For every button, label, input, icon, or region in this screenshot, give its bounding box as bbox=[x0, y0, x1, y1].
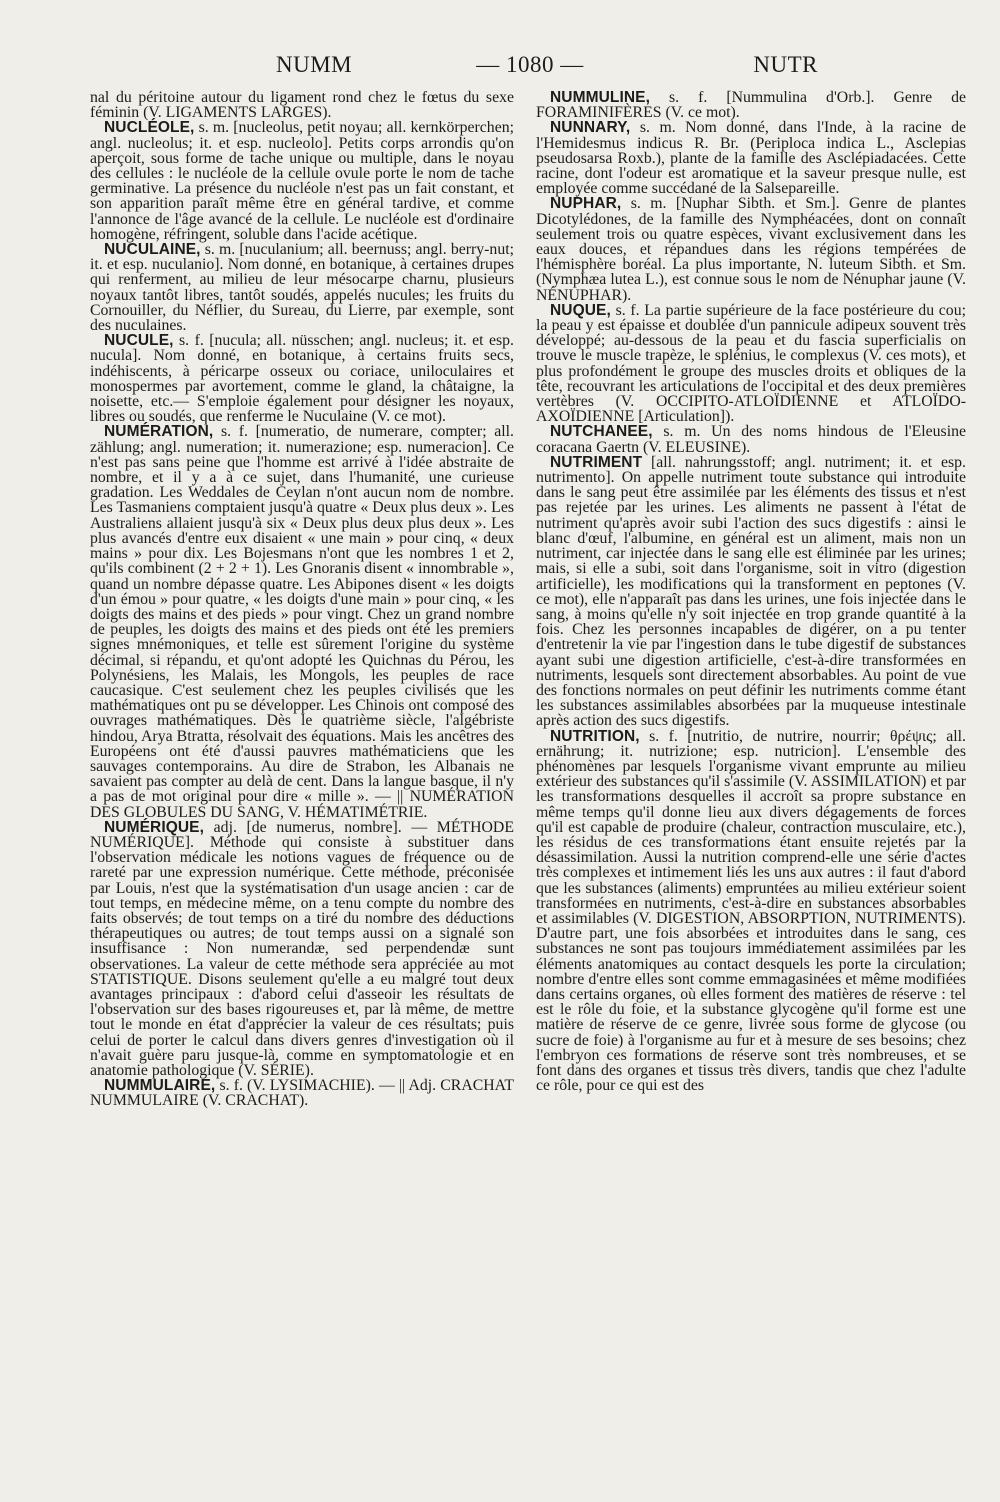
entry-headword: NUTRITION, bbox=[550, 727, 640, 745]
dictionary-entry bbox=[90, 333, 514, 424]
entry-text: s. m. [nuculanium; all. beernuss; angl. berry-nut; it. et esp. nuculanio]. Nom donné, en botanique, à certaines drupes qui renferment, au milieu de leur mésocarpe charnu, plusieurs noyaux tantôt libres, tantôt soudés, appelés nucules; les fruits du Cornouiller, du Néflier, du Sureau, du Lierre, par exemple, sont des nuculaines. bbox=[90, 241, 514, 335]
dictionary-entry bbox=[90, 242, 514, 333]
entry-headword: NUMMULINE, bbox=[550, 89, 651, 106]
entry-text: s. f. [nutritio, de nutrire, nourrir; θρέψις; all. ernährung; it. nutrizione; esp. nutricion]. L'ensemble des phénomènes par lesquels l'organisme vivant emprunte au milieu extérieur des substances qu'il s'assimile (V. ASSIMILATION) et par les transformations desquelles il accroît sa propre substance en même temps qu'il donne lieu aux divers dégagements de forces qu'il est capable de produire (chaleur, contraction musculaire, etc.), les résidus de ces transformations étant ensuite rejetés par la désassimilation. Aussi la nutrition comprend-elle une série d'actes très complexes et intimement liés les uns aux autres : il faut d'abord que les substances (aliments) empruntées au milieu extérieur soient transformées en nutriments, c'est-à-dire en substances absorbables et assimilables (V. DIGESTION, ABSORPTION, NUTRIMENTS). D'autre part, une fois absorbées et introduites dans le sang, ces substances ne sont pas toujours immédiatement assimilées par les éléments anatomiques au contact desquels les porte la circulation; nombre d'entre elles sont comme emmagasinées et même modifiées dans certains organes, où elles forment des matières de réserve : tel est le rôle du foie, et la substance glycogène qu'il forme est une matière de réserve de ce genre, livrée sous forme de glycose (ou sucre de foie) à l'organisme au fur et à mesure de ses besoins; chez l'embryon ces formations de réserve sont très nombreuses, et se font dans des organes et tissus très divers, tandis que chez l'adulte ce rôle, pour ce qui est des bbox=[536, 727, 966, 1095]
entry-headword: NUMÉRIQUE, bbox=[104, 818, 205, 836]
running-header bbox=[90, 42, 970, 88]
dictionary-entry bbox=[90, 424, 514, 819]
dictionary-entry bbox=[536, 424, 966, 454]
entry-text: adj. [de numerus, nombre]. — MÉTHODE NUMÉRIQUE]. Méthode qui consiste à substituer dans l'observation médicale les notions vagues de fréquence ou de rareté par une expression numérique. Cette méthode, préconisée par Louis, n'est que la systématisation d'un usage ancien : car de tout temps, en médecine même, on a tenu compte du nombre des faits observés; de tout temps on a tiré du nombre des déductions thérapeutiques ou autres; de tout temps aussi on a signalé son insuffisance : Non numerandæ, sed perpendendæ sunt observationes. La valeur de cette méthode sera appréciée au mot STATISTIQUE. Disons seulement qu'elle a eu malgré tout deux avantages principaux : d'abord celui d'asseoir les résultats de l'observation sur des bases rigoureuses et, par là même, de mettre tout le monde en état d'apprécier la valeur de ces résultats; puis celui de porter le calcul dans divers genres d'investigation où il n'avait guère paru jusque-là, comme en symptomatologie et en anatomie pathologique (V. SÉRIE). bbox=[90, 818, 514, 1079]
entry-text: nal du péritoine autour du ligament rond chez le fœtus du sexe féminin (V. LIGAMENTS LARGES). bbox=[90, 89, 514, 122]
dictionary-entry bbox=[536, 90, 966, 120]
dictionary-entry bbox=[90, 1078, 514, 1108]
entry-headword: NUMMULAIRE, bbox=[104, 1077, 216, 1095]
entry-headword: NUCLÉOLE, bbox=[104, 119, 195, 137]
header-left-guide-word: NUMM bbox=[276, 52, 353, 77]
entry-headword: NUPHAR, bbox=[550, 195, 622, 213]
entry-text: s. m. [nucleolus, petit noyau; all. kernkörperchen; angl. nucleolus; it. et esp. nucleolo]. Petits corps arrondis qu'on aperçoit, sous forme de tache unique ou multiple, dans le noyau des cellules : le nucléole de la cellule ovule porte le nom de tache germinative. La présence du nucléole n'est pas un fait constant, et son apparition paraît même être en général tardive, et comme l'annonce de l'âge avancé de la cellule. Le nucléole est d'ordinaire homogène, réfringent, soluble dans l'acide acétique. bbox=[90, 119, 514, 243]
entry-headword: NUTRIMENT bbox=[550, 453, 643, 471]
dictionary-entry bbox=[536, 729, 966, 1094]
dictionary-entry bbox=[536, 455, 966, 729]
entry-text: s. m. [Nuphar Sibth. et Sm.]. Genre de plantes Dicotylédones, de la famille des Nymphéacées, dont on connaît seulement trois ou quatre espèces, vivant exclusivement dans les eaux douces, et répandues dans les régions tempérées de l'hémisphère boréal. La plus importante, N. luteum Sibth. et Sm. (Nymphæa lutea L.), est connue sous le nom de Nénuphar jaune (V. NÉNUPHAR). bbox=[536, 195, 966, 304]
dictionary-entry bbox=[536, 120, 966, 196]
left-column bbox=[90, 90, 514, 1109]
entry-text: s. f. La partie supérieure de la face postérieure du cou; la peau y est épaisse et doublée d'un pannicule adipeux souvent très développé; au-dessous de la peau et du fascia superficialis on trouve le muscle trapèze, le splénius, le complexus (V. ces mots), et plus profondément le groupe des muscles droits et obliques de la tête, recouvrant les articulations de l'occipital et des deux premières vertèbres (V. OCCIPITO-ATLOÏDIENNE et ATLOÏDO-AXOÏDIENNE [Articulation]). bbox=[536, 301, 966, 426]
entry-text: s. m. Nom donné, dans l'Inde, à la racine de l'Hemidesmus indicus R. Br. (Periploca indica L., Asclepias pseudosarsa Roxb.), plante de la famille des Asclépiadacées. Cette racine, dont l'odeur est aromatique et la saveur presque nulle, est employée comme succédané de la Salsepareille. bbox=[536, 119, 966, 198]
dictionary-entry bbox=[90, 120, 514, 242]
entry-text: [all. nahrungsstoff; angl. nutriment; it. et esp. nutrimento]. On appelle nutriment toute substance qui introduite dans le sang peut être assimilée par les éléments des tissus et n'est pas rejetée par les urines. Les aliments ne passent à l'état de nutriment qu'après avoir subi l'action des sucs digestifs : ainsi le blanc d'œuf, l'albumine, en général est un aliment, mais non un nutriment, car injectée dans le sang elle est éliminée par les urines; mais, si elle a subi, soit dans l'organisme, soit in vitro (digestion artificielle), les modifications qui la transforment en peptones (V. ce mot), elle n'apparaît pas dans les urines, une fois injectée dans le sang, à moins qu'elle n'y soit injectée en trop grande quantité à la fois. Chez les personnes incapables de digérer, on a pu tenter d'entretenir la vie par l'ingestion dans le tube digestif de substances ayant subi une digestion artificielle, c'est-à-dire transformées en nutriments, lesquels sont directement absorbables. Au point de vue des fonctions normales on peut définir les nutriments comme étant les substances assimilables absorbées par la muqueuse intestinale après action des sucs digestifs. bbox=[536, 453, 966, 730]
entry-headword: NUCULE, bbox=[104, 332, 174, 350]
entry-headword: NUTCHANEE, bbox=[550, 423, 653, 441]
entry-text: s. f. [Nummulina d'Orb.]. Genre de FORAMINIFÈRES (V. ce mot). bbox=[536, 89, 966, 122]
entry-headword: NUMÉRATION, bbox=[104, 423, 214, 441]
page-number: — 1080 — bbox=[476, 52, 584, 77]
dictionary-entry bbox=[90, 820, 514, 1078]
entry-text: s. f. (V. LYSIMACHIE). — || Adj. CRACHAT NUMMULAIRE (V. CRACHAT). bbox=[90, 1077, 514, 1110]
right-column bbox=[536, 90, 966, 1093]
entry-headword: NUNNARY, bbox=[550, 119, 631, 137]
entry-headword: NUQUE, bbox=[550, 301, 611, 319]
entry-text: s. m. Un des noms hindous de l'Eleusine coracana Gaertn (V. ELEUSINE). bbox=[536, 423, 966, 456]
entry-text: s. f. [numeratio, de numerare, compter; all. zählung; angl. numeration; it. numerazione; esp. numeracion]. Ce n'est pas sans peine que l'homme est arrivé à l'idée abstraite de nombre, et il y a à ce sujet, dans l'humanité, une curieuse gradation. Les Weddales de Ceylan n'ont aucun nom de nombre. Les Tasmaniens comptaient jusqu'à quatre « Deux plus deux ». Les Australiens allaient jusqu'à six « Deux plus deux plus deux ». Les plus avancés d'entre eux disaient « une main » pour cinq, « deux mains » pour dix. Les Bojesmans n'ont que les nombres 1 et 2, qu'ils combinent (2 + 2 + 1). Les Gnoranis disent « innombrable », quand un nombre dépasse quatre. Les Abipones disent « les doigts d'un émou » pour quatre, « les doigts d'une main » pour cinq, « les doigts des mains et des pieds » pour vingt. Chez un grand nombre de peuples, les doigts des mains et des pieds ont été les premiers signes mnémoniques, et telle est sûrement l'origine du système décimal, si répandu, et qu'ont adopté les Quichnas du Pérou, les Polynésiens, les Malais, les Mongols, les peuples de race caucasique. C'est seulement chez les peuples civilisés que les mathématiques ont pu se développer. Les Chinois ont composé des ouvrages mathématiques. Dès le quatrième siècle, l'algébriste hindou, Arya Btratta, résolvait des équations. Mais les ancêtres des Européens ont été d'aussi pauvres mathématiciens que les sauvages contemporains. Au dire de Strabon, les Albanais ne savaient pas compter au delà de cent. Dans la langue basque, il n'y a pas de mot original pour dire « mille ». — || NUMÉRATION DES GLOBULES DU SANG, V. HÉMATIMÉTRIE. bbox=[90, 423, 514, 821]
dictionary-entry bbox=[536, 196, 966, 302]
header-right-guide-word: NUTR bbox=[753, 52, 818, 77]
dictionary-entry bbox=[536, 303, 966, 425]
dictionary-entry bbox=[90, 90, 514, 120]
entry-text: s. f. [nucula; all. nüsschen; angl. nucleus; it. et esp. nucula]. Nom donné, en botanique, à certains fruits secs, indéhiscents, à péricarpe osseux ou coriace, uniloculaires et monospermes par avortement, comme le gland, la châtaigne, la noisette, etc.— S'emploie également pour désigner les noyaux, libres ou soudés, que renferme le Nuculaine (V. ce mot). bbox=[90, 332, 514, 426]
entry-headword: NUCULAINE, bbox=[104, 241, 201, 259]
